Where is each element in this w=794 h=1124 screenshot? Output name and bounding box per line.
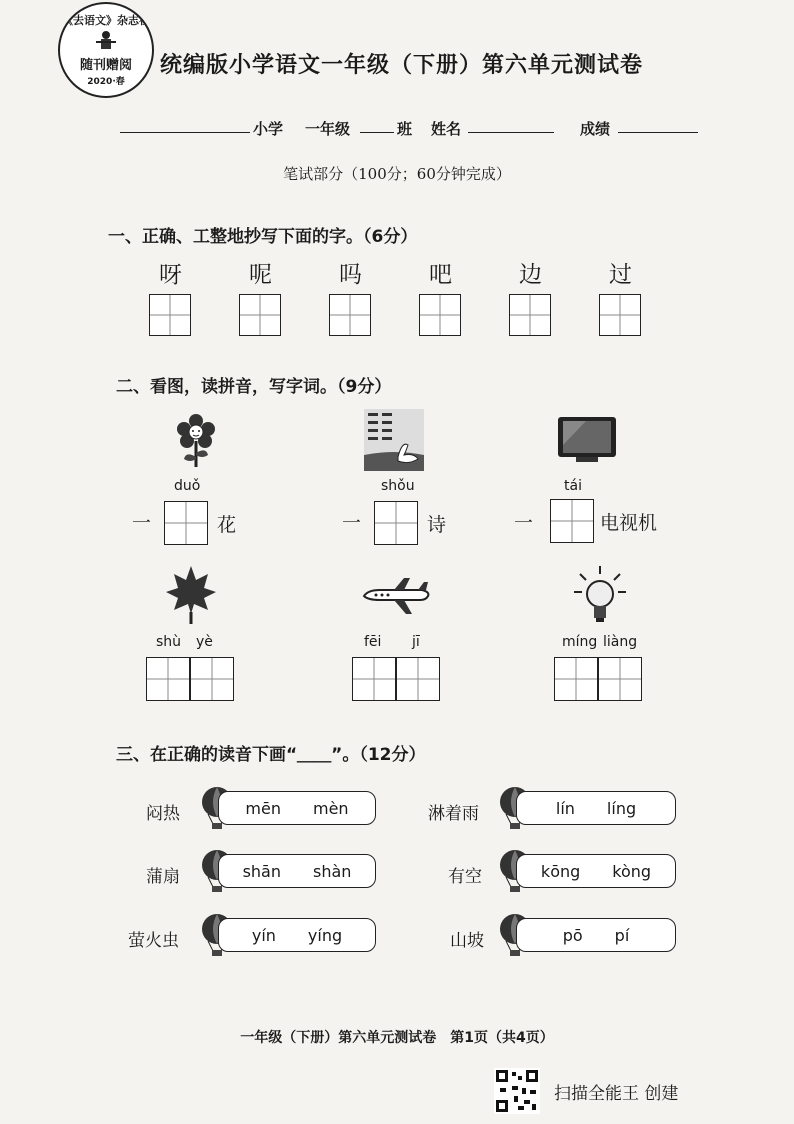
writing-grid-box[interactable] <box>149 294 191 336</box>
section1-heading: 一、正确、工整地抄写下面的字。（6分） <box>108 227 418 247</box>
seal-mid-text: 随刊赠阅 <box>79 58 132 73</box>
copy-char: 吗 <box>339 262 362 288</box>
writing-grid-box[interactable] <box>329 294 371 336</box>
pinyin-options <box>218 854 376 888</box>
noun-suffix: 诗 <box>427 514 447 536</box>
pinyin-option[interactable]: shàn <box>313 861 352 881</box>
section3-heading: 三、在正确的读音下画“＿＿”。（12分） <box>116 745 426 765</box>
page-title: 统编版小学语文一年级（下册）第六单元测试卷 <box>160 53 644 78</box>
qr-code-icon <box>494 1068 540 1114</box>
exam-subtitle: 笔试部分（100分；60分钟完成） <box>283 165 511 183</box>
pinyin-options <box>516 791 676 825</box>
tv-icon <box>556 415 618 465</box>
pinyin-options <box>516 854 676 888</box>
pinyin-options <box>218 918 376 952</box>
pinyin-label: jī <box>412 634 420 650</box>
copy-char: 边 <box>519 262 542 288</box>
pinyin-option[interactable]: mèn <box>313 798 349 818</box>
seal-top-text: 《去语文》杂志社 <box>62 14 150 27</box>
pinyin-option[interactable]: lín <box>555 798 575 818</box>
pinyin-option[interactable]: kōng <box>540 861 581 881</box>
noun-suffix: 电视机 <box>600 512 658 534</box>
seal-bottom-text: 2020·春 <box>87 77 125 87</box>
poem-swan-icon <box>362 407 426 471</box>
pinyin-label: duǒ <box>174 478 201 494</box>
pinyin-option[interactable]: pō <box>562 925 583 945</box>
seal-figure-icon <box>94 30 118 52</box>
writing-grid-box[interactable] <box>146 657 190 701</box>
pinyin-option[interactable]: kòng <box>612 861 652 881</box>
writing-grid-box[interactable] <box>550 499 594 543</box>
class-blank[interactable] <box>360 118 394 133</box>
section2-heading: 二、看图，读拼音，写字词。（9分） <box>116 377 392 397</box>
copy-char: 呀 <box>159 262 182 288</box>
flower-icon <box>172 413 220 469</box>
writing-grid-box[interactable] <box>190 657 234 701</box>
writing-grid-box[interactable] <box>598 657 642 701</box>
writing-grid-box[interactable] <box>396 657 440 701</box>
pinyin-label: míng <box>562 634 598 650</box>
writing-grid-box[interactable] <box>554 657 598 701</box>
measure-word-prefix: 一 <box>514 512 534 534</box>
pinyin-label: fēi <box>364 634 382 650</box>
writing-grid-box[interactable] <box>509 294 551 336</box>
writing-grid-box[interactable] <box>352 657 396 701</box>
airplane-icon <box>360 576 432 616</box>
copy-char: 吧 <box>429 262 452 288</box>
copy-char: 过 <box>609 262 632 288</box>
school-blank[interactable] <box>120 118 250 133</box>
pinyin-option[interactable]: yín <box>251 925 276 945</box>
pinyin-label: liàng <box>603 634 638 650</box>
question-word: 淋着雨 <box>428 804 479 824</box>
question-word: 萤火虫 <box>128 931 179 951</box>
lightbulb-icon <box>572 564 628 626</box>
pinyin-option[interactable]: shān <box>242 861 281 881</box>
grade-label: 一年级 <box>305 120 351 138</box>
score-label: 成绩 <box>580 120 611 138</box>
pinyin-label: tái <box>564 478 582 494</box>
score-blank[interactable] <box>618 118 698 133</box>
question-word: 有空 <box>448 867 482 887</box>
measure-word-prefix: 一 <box>132 512 152 534</box>
writing-grid-box[interactable] <box>419 294 461 336</box>
pinyin-options <box>218 791 376 825</box>
writing-grid-box[interactable] <box>374 501 418 545</box>
pinyin-label: shǒu <box>381 478 415 494</box>
noun-suffix: 花 <box>217 514 237 536</box>
writing-grid-box[interactable] <box>599 294 641 336</box>
leaf-icon <box>164 564 218 626</box>
pinyin-option[interactable]: pí <box>614 925 630 945</box>
name-label: 姓名 <box>431 120 462 138</box>
school-label: 小学 <box>253 120 284 138</box>
writing-grid-box[interactable] <box>239 294 281 336</box>
pinyin-option[interactable]: líng <box>606 798 637 818</box>
pinyin-label: yè <box>196 634 213 650</box>
publisher-seal <box>58 2 154 98</box>
pinyin-label: shù <box>156 634 182 650</box>
question-word: 山坡 <box>450 931 484 951</box>
pinyin-option[interactable]: yíng <box>307 925 343 945</box>
pinyin-options <box>516 918 676 952</box>
class-label: 班 <box>397 120 413 138</box>
pinyin-option[interactable]: mēn <box>245 798 281 818</box>
writing-grid-box[interactable] <box>164 501 208 545</box>
page-footer: 一年级（下册）第六单元测试卷 第1页（共4页） <box>240 1030 554 1046</box>
scanner-watermark: 扫描全能王 创建 <box>554 1084 679 1104</box>
measure-word-prefix: 一 <box>342 512 362 534</box>
question-word: 闷热 <box>146 804 180 824</box>
question-word: 蒲扇 <box>146 867 180 887</box>
copy-char: 呢 <box>249 262 272 288</box>
name-blank[interactable] <box>468 118 554 133</box>
